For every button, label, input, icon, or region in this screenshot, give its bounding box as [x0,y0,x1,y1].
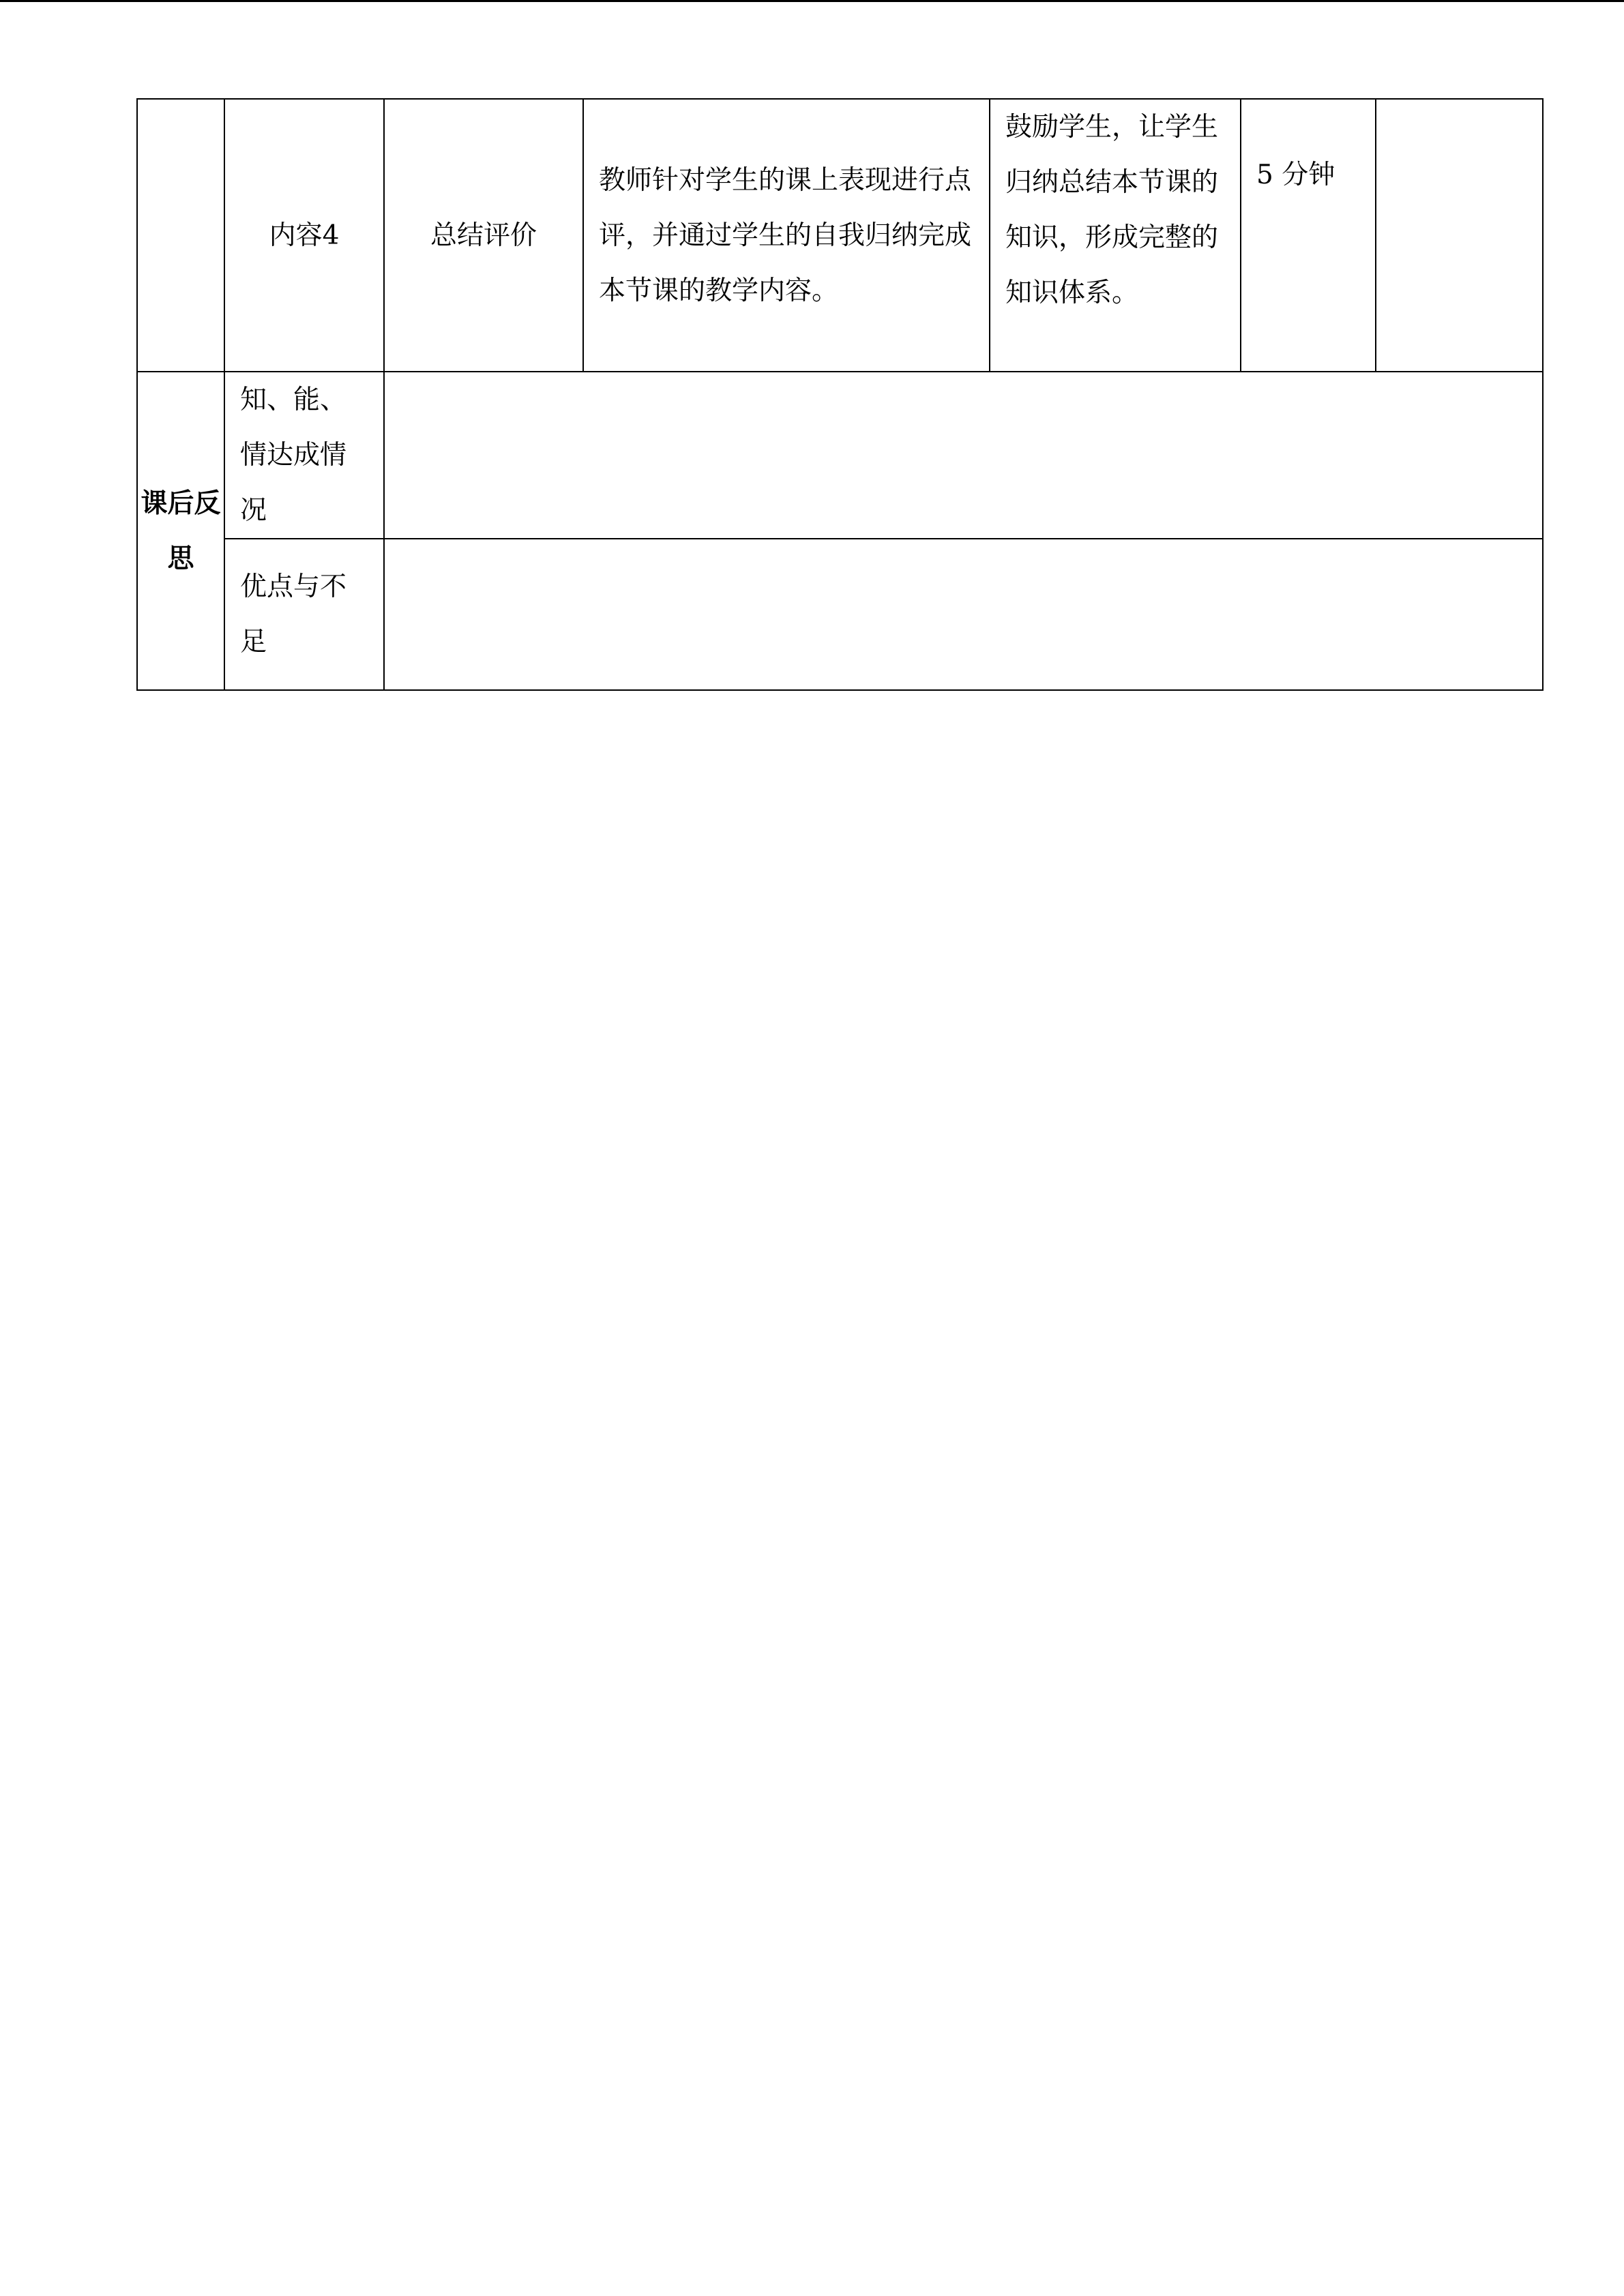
teacher-activity-cell: 教师针对学生的课上表现进行点评，并通过学生的自我归纳完成本节课的教学内容。 [583,99,990,372]
table-row-reflection-pros-cons [137,539,1543,690]
notes-cell [1376,99,1543,372]
reflection-section-label: 课后反思 [137,372,224,690]
section-cell-empty [137,99,224,372]
reflection-pros-cons-value [384,539,1543,690]
table-row-content4 [137,99,1543,372]
item-cell: 内容4 [224,99,384,372]
lesson-plan-table [136,98,1544,691]
reflection-achievement-value [384,372,1543,539]
table-row-reflection-achievement [137,372,1543,539]
stage-cell: 总结评价 [384,99,583,372]
duration-cell: 5 分钟 [1241,99,1376,372]
reflection-pros-cons-label: 优点与不足 [224,539,384,690]
student-activity-cell: 鼓励学生，让学生归纳总结本节课的知识，形成完整的知识体系。 [990,99,1241,372]
reflection-achievement-label: 知、能、情达成情况 [224,372,384,539]
